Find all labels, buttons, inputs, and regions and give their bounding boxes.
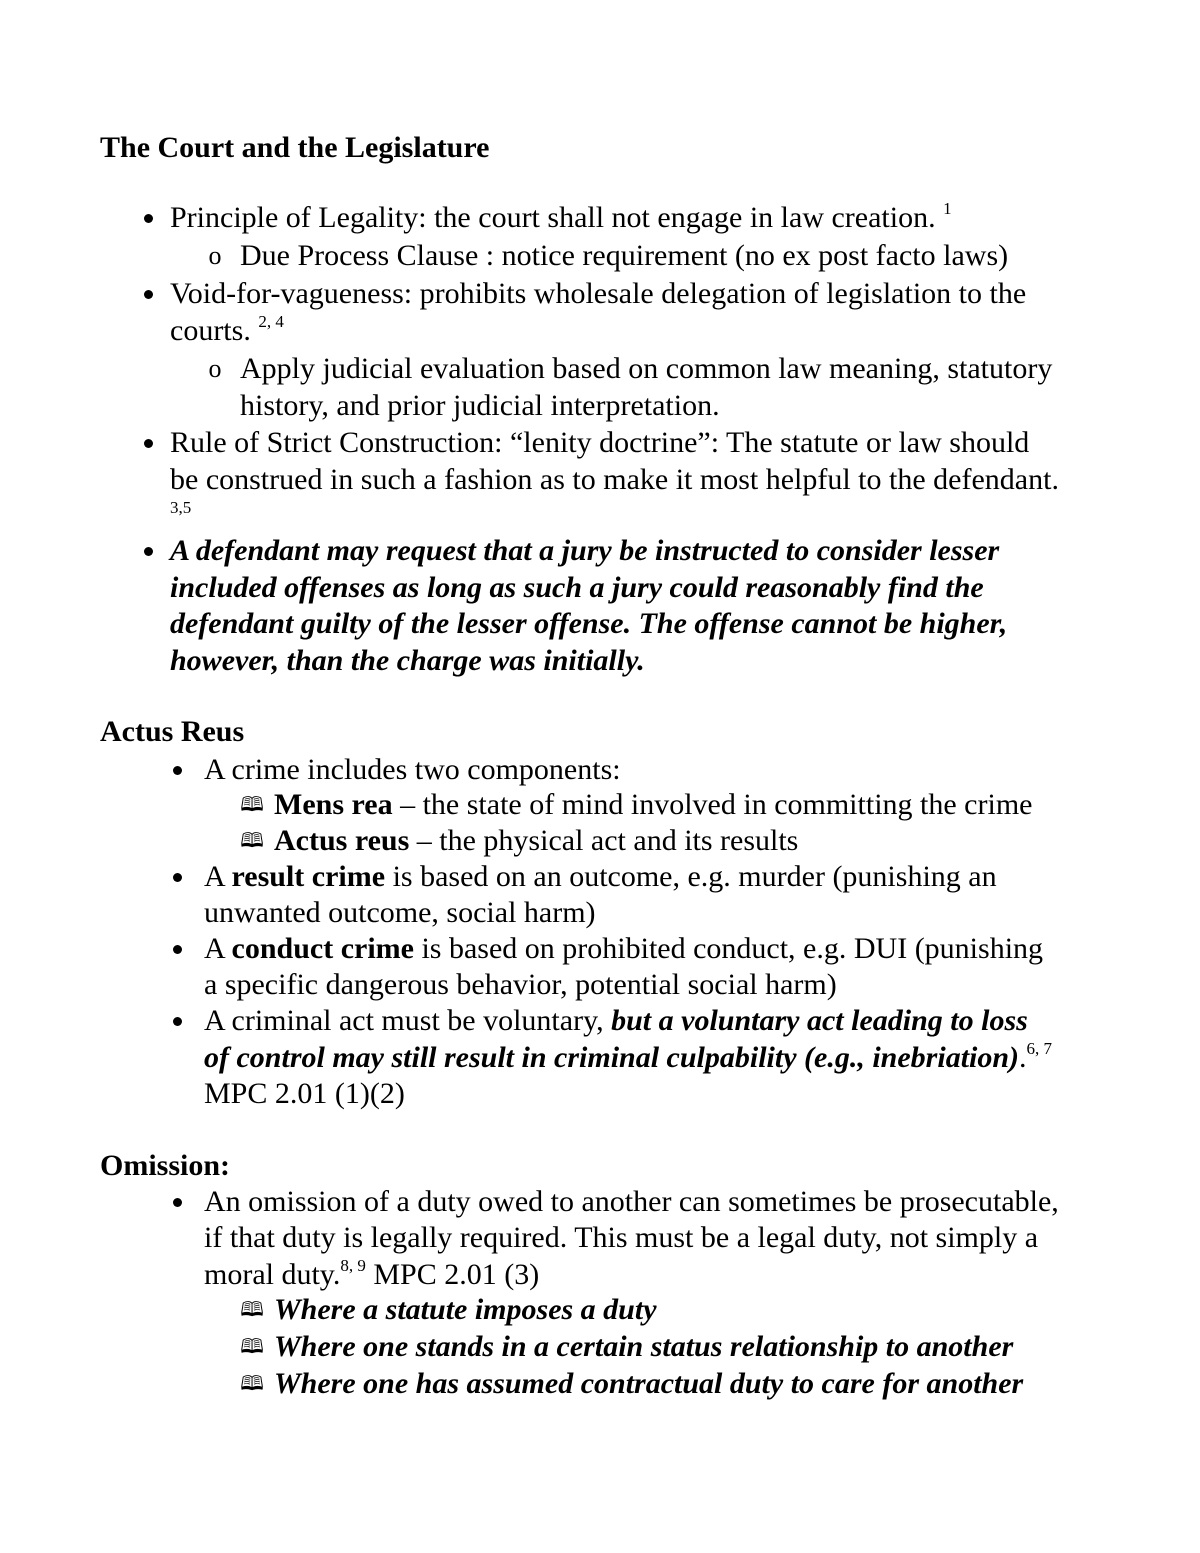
sub-list-item-text: Where one has assumed contractual duty to care for another <box>274 1367 1024 1400</box>
term-definition: – the state of mind involved in committing the crime <box>392 788 1033 821</box>
sub-list-item-text: Where a statute imposes a duty <box>274 1293 657 1326</box>
list-item-emphasis: but a voluntary act leading to loss <box>611 1004 1028 1037</box>
list-item-text: a specific dangerous behavior, potential social harm) <box>204 968 837 1001</box>
list-item-text: A crime includes two components: <box>204 753 621 786</box>
bullet <box>165 931 189 967</box>
footnote-ref: 1 <box>943 199 952 218</box>
list-item-text: Void-for-vagueness: prohibits wholesale delegation of legislation to the <box>170 277 1027 310</box>
list-item-text: Principle of Legality: the court shall not engage in law creation. <box>170 201 944 234</box>
footnote-ref: 2, 4 <box>258 312 284 331</box>
sub-list-item-text: Where one stands in a certain status relationship to another <box>274 1330 1014 1363</box>
circle-bullet: o <box>208 241 222 270</box>
footnote-ref: 8, 9 <box>340 1256 366 1275</box>
bullet <box>136 425 160 461</box>
list-item-text: defendant guilty of the lesser offense. The offense cannot be higher, <box>170 607 1008 640</box>
bullet <box>165 1184 189 1220</box>
term-bold: conduct crime <box>231 932 414 965</box>
list-item-text: however, than the charge was initially. <box>170 644 645 677</box>
bullet <box>136 200 160 236</box>
book-bullet-icon: 🕮 <box>240 830 264 852</box>
list-item-emphasis: of control may still result in criminal culpability (e.g., inebriation) <box>204 1041 1020 1074</box>
list-item-text: Rule of Strict Construction: “lenity doctrine”: The statute or law should <box>170 426 1030 459</box>
list-item-text: if that duty is legally required. This must be a legal duty, not simply a <box>204 1221 1039 1254</box>
section-heading-omission: Omission: <box>100 1149 231 1182</box>
list-item-text: . <box>1019 1041 1027 1074</box>
list-item-text: A <box>204 860 232 893</box>
section-heading-court-legislature: The Court and the Legislature <box>100 131 490 164</box>
term-bold: Mens rea <box>274 788 393 821</box>
term-bold: result crime <box>231 860 386 893</box>
book-bullet-icon: 🕮 <box>240 1373 264 1395</box>
sub-list-item-text: Apply judicial evaluation based on common law meaning, statutory <box>240 352 1053 385</box>
circle-bullet: o <box>208 354 222 383</box>
list-item-text: courts. <box>170 314 259 347</box>
sub-list-item-text: history, and prior judicial interpretation. <box>240 389 720 422</box>
bullet <box>165 1003 189 1039</box>
footnote-ref: 6, 7 <box>1026 1039 1053 1058</box>
section-heading-actus-reus: Actus Reus <box>100 715 245 748</box>
list-item-text: An omission of a duty owed to another can sometimes be prosecutable, <box>204 1185 1059 1218</box>
bullet <box>165 859 189 895</box>
term-bold: Actus reus <box>274 824 410 857</box>
bullet <box>136 533 160 569</box>
footnote-ref: 3,5 <box>170 498 192 517</box>
bullet <box>165 752 189 788</box>
list-item-text: MPC 2.01 (3) <box>365 1258 540 1291</box>
list-item-text: MPC 2.01 (1)(2) <box>204 1077 405 1110</box>
bullet <box>136 276 160 312</box>
sub-list-item-text: Due Process Clause : notice requirement (no ex post facto laws) <box>240 239 1009 272</box>
book-bullet-icon: 🕮 <box>240 794 264 816</box>
term-definition: – the physical act and its results <box>409 824 799 857</box>
list-item-text: is based on an outcome, e.g. murder (punishing an <box>385 860 997 893</box>
list-item-text: unwanted outcome, social harm) <box>204 896 596 929</box>
book-bullet-icon: 🕮 <box>240 1336 264 1358</box>
book-bullet-icon: 🕮 <box>240 1299 264 1321</box>
list-item-text: A defendant may request that a jury be instructed to consider lesser <box>170 534 1000 567</box>
list-item-text: A criminal act must be voluntary, <box>204 1004 612 1037</box>
list-item-text: be construed in such a fashion as to make it most helpful to the defendant. <box>170 463 1059 496</box>
list-item-text: is based on prohibited conduct, e.g. DUI (punishing <box>413 932 1044 965</box>
list-item-text: included offenses as long as such a jury could reasonably find the <box>170 571 984 604</box>
list-item-text: A <box>204 932 232 965</box>
list-item-text: moral duty. <box>204 1258 341 1291</box>
